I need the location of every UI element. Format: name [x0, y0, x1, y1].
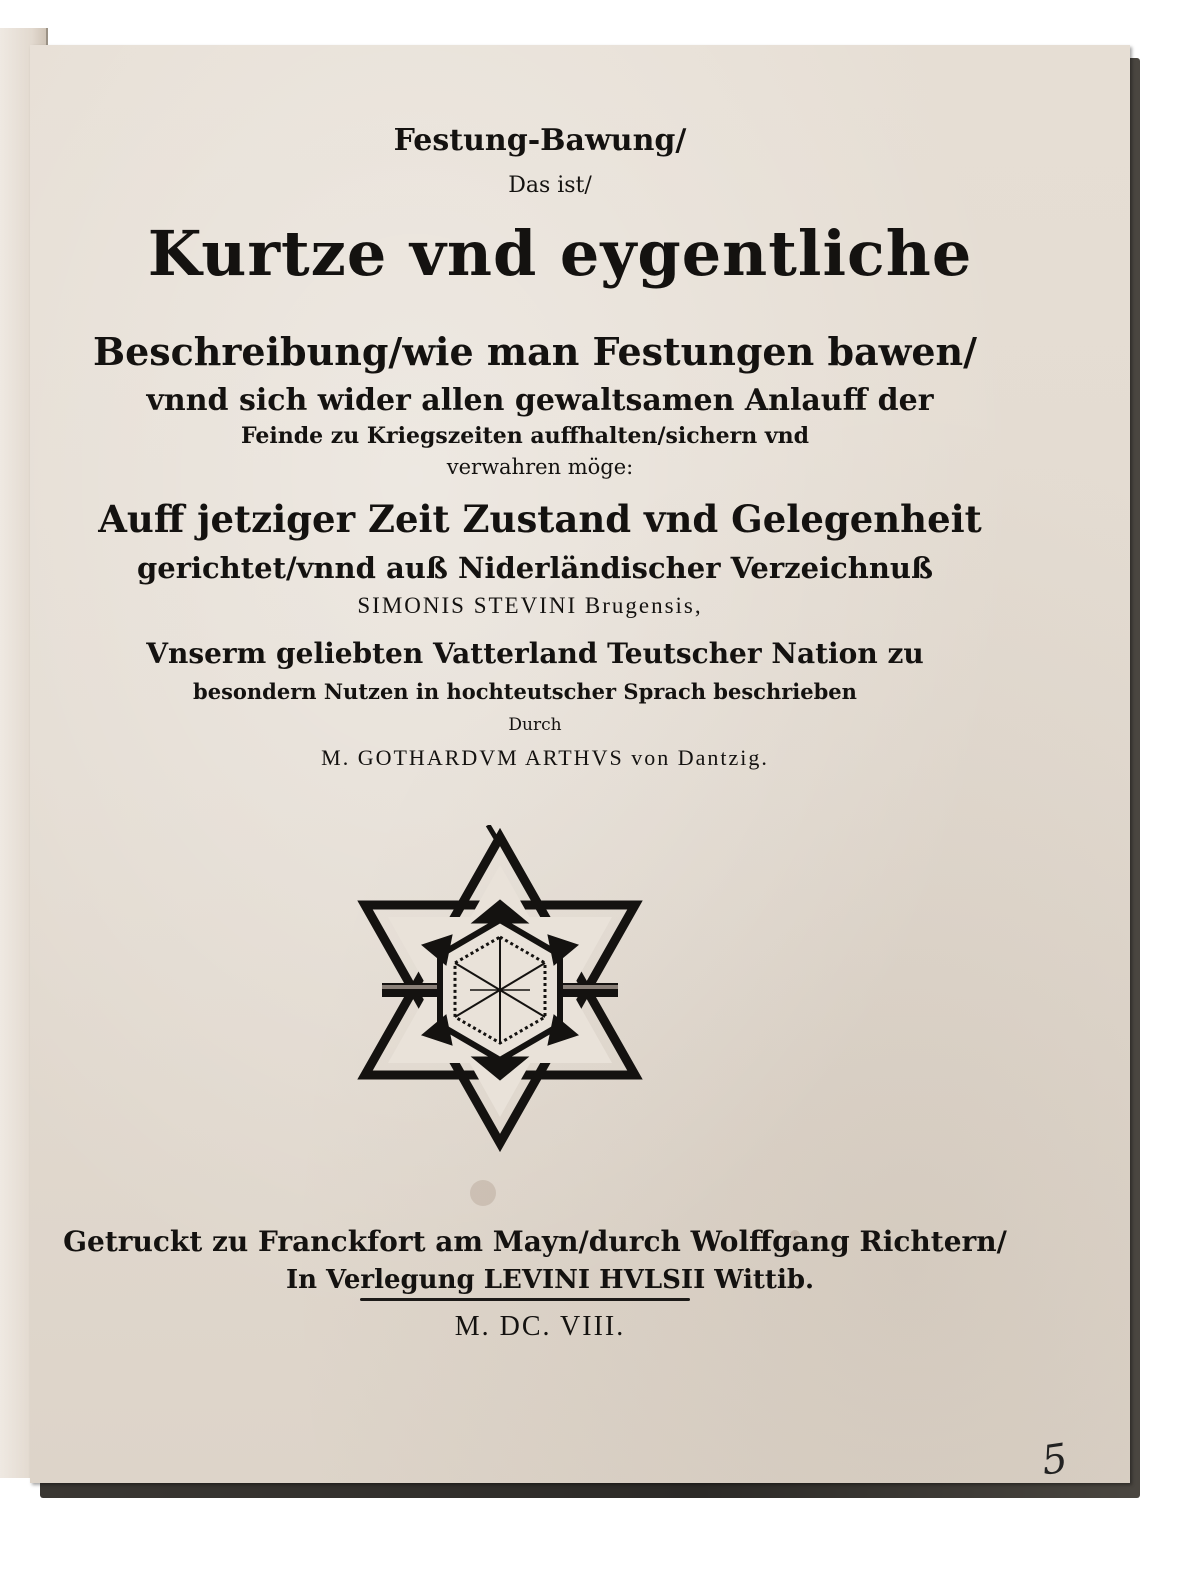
fortress-star-woodcut-icon: [350, 825, 650, 1155]
title-line-5: vnnd sich wider allen gewaltsamen Anlauff der: [146, 383, 934, 418]
title-line-6: Feinde zu Kriegszeiten auffhalten/sichern vnd: [240, 423, 810, 449]
title-page: [30, 45, 1130, 1483]
title-line-4: Beschreibung/wie man Festungen bawen/: [92, 329, 978, 374]
title-line-1: Festung-Bawung/: [393, 123, 687, 158]
title-line-13: Durch: [508, 715, 562, 735]
title-line-12: besondern Nutzen in hochteutscher Sprach beschrieben: [193, 679, 857, 704]
title-line-7: verwahren möge:: [446, 455, 634, 479]
foxing-spot: [470, 1180, 496, 1206]
title-line-9: gerichtet/vnnd auß Niderländischer Verzeichnuß: [136, 551, 934, 585]
title-line-14: M. GOTHARDVM ARTHVS von Dantzig.: [321, 745, 769, 770]
title-line-2: Das ist/: [508, 173, 592, 198]
imprint-rule: [360, 1298, 690, 1301]
imprint-date: M. DC. VIII.: [454, 1311, 626, 1342]
title-line-10: SIMONIS STEVINI Brugensis,: [357, 593, 703, 618]
title-line-11: Vnserm geliebten Vatterland Teutscher Nation zu: [146, 637, 924, 670]
imprint-line-2: In Verlegung LEVINI HVLSII Wittib.: [285, 1265, 815, 1295]
imprint-line-1: Getruckt zu Franckfort am Mayn/durch Wolffgang Richtern/: [63, 1225, 1007, 1258]
pencil-folio-mark: 5: [1038, 1435, 1071, 1485]
title-line-8: Auff jetziger Zeit Zustand vnd Gelegenheit: [98, 497, 982, 541]
title-line-3: Kurtze vnd eygentliche: [147, 217, 973, 290]
